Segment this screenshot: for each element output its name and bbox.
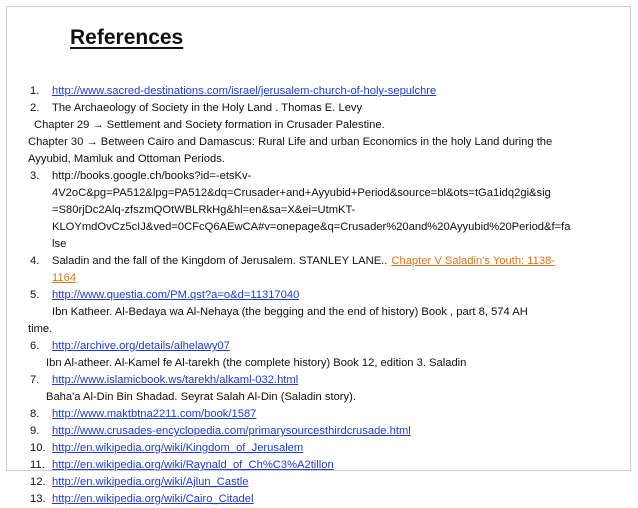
reference-text: Saladin and the fall of the Kingdom of Jerusalem. STANLEY LANE.. (52, 255, 388, 267)
references-list (30, 83, 610, 508)
item-number: 9. (30, 425, 40, 437)
item-number: 11. (30, 459, 45, 471)
list-item (30, 202, 610, 219)
list-item (30, 389, 610, 406)
reference-text: Ibn Al-atheer. Al-Kamel fe Al-tarekh (the complete history) Book 12, edition 3. Saladin (46, 357, 467, 369)
reference-text: Chapter 29 → Settlement and Society formation in Crusader Palestine. (34, 119, 385, 131)
item-number: 12. (30, 476, 46, 488)
reference-link[interactable]: http://www.questia.com/PM.qst?a=o&d=11317040 (52, 289, 300, 301)
list-item (30, 168, 610, 185)
item-number: 2. (30, 102, 40, 114)
chapter-link-cont[interactable]: 1164 (52, 272, 77, 284)
reference-text: 4V2oC&pg=PA512&lpg=PA512&dq=Crusader+and+Ayyubid+Period&source=bl&ots=tGa1idq2gi&sig (52, 187, 551, 199)
reference-link[interactable]: http://en.wikipedia.org/wiki/Raynald_of_Ch%C3%A2tillon (52, 459, 334, 471)
list-item (30, 134, 610, 151)
list-item (30, 83, 610, 100)
list-item (30, 236, 610, 253)
list-item (30, 100, 610, 117)
reference-text: http://books.google.ch/books?id=-etsKv- (52, 170, 252, 182)
list-item (30, 117, 610, 134)
list-item (30, 287, 610, 304)
reference-text: Ayyubid, Mamluk and Ottoman Periods. (28, 153, 225, 165)
chapter-link[interactable]: Chapter V Saladin's Youth: 1138- (391, 255, 556, 267)
reference-link[interactable]: http://archive.org/details/alhelawy07 (52, 340, 230, 352)
reference-link[interactable]: http://www.maktbtna2211.com/book/1587 (52, 408, 257, 420)
reference-link[interactable]: http://www.islamicbook.ws/tarekh/alkaml-032.html (52, 374, 299, 386)
reference-text: lse (52, 238, 67, 250)
list-item (30, 491, 610, 508)
list-item (30, 457, 610, 474)
item-number: 3. (30, 170, 40, 182)
item-number: 4. (30, 255, 40, 267)
item-number: 1. (30, 85, 40, 97)
item-number: 6. (30, 340, 40, 352)
list-item (30, 440, 610, 457)
reference-link[interactable]: http://en.wikipedia.org/wiki/Ajlun_Castle (52, 476, 249, 488)
page-title: References (70, 26, 184, 49)
reference-link[interactable]: http://www.crusades-encyclopedia.com/primarysourcesthirdcrusade.html (52, 425, 411, 437)
list-item (30, 423, 610, 440)
list-item (30, 304, 610, 321)
list-item (30, 253, 610, 270)
list-item (30, 474, 610, 491)
reference-text: KLOYmdOvCz5cIJ&ved=0CFcQ6AEwCA#v=onepage&q=Crusader%20and%20Ayyubid%20Period&f=fa (52, 221, 571, 233)
list-item (30, 406, 610, 423)
list-item (30, 372, 610, 389)
list-item (30, 219, 610, 236)
reference-link[interactable]: http://www.sacred-destinations.com/israel/jerusalem-church-of-holy-sepulchre (52, 85, 437, 97)
item-number: 5. (30, 289, 40, 301)
list-item (30, 151, 610, 168)
list-item (30, 185, 610, 202)
reference-text: Chapter 30 → Between Cairo and Damascus: Rural Life and urban Economics in the holy Land during the (28, 136, 553, 148)
reference-text: Ibn Katheer. Al-Bedaya wa Al-Nehaya (the begging and the end of history) Book , part 8, 574 AH (52, 306, 528, 318)
item-number: 10. (30, 442, 46, 454)
reference-text: The Archaeology of Society in the Holy Land . Thomas E. Levy (52, 102, 363, 114)
item-number: 13. (30, 493, 46, 505)
list-item (30, 355, 610, 372)
reference-text: =S80rjDc2Alq-zfszmQOtWBLRkHg&hl=en&sa=X&ei=UtmKT- (52, 204, 356, 216)
item-number: 8. (30, 408, 40, 420)
list-item (30, 321, 610, 338)
reference-text: Baha'a Al-Din Bin Shadad. Seyrat Salah Al-Din (Saladin story). (46, 391, 356, 403)
list-item (30, 338, 610, 355)
reference-link[interactable]: http://en.wikipedia.org/wiki/Kingdom_of_Jerusalem (52, 442, 304, 454)
reference-link[interactable]: http://en.wikipedia.org/wiki/Cairo_Citadel (52, 493, 254, 505)
list-item (30, 270, 610, 287)
reference-text: time. (28, 323, 53, 335)
item-number: 7. (30, 374, 40, 386)
